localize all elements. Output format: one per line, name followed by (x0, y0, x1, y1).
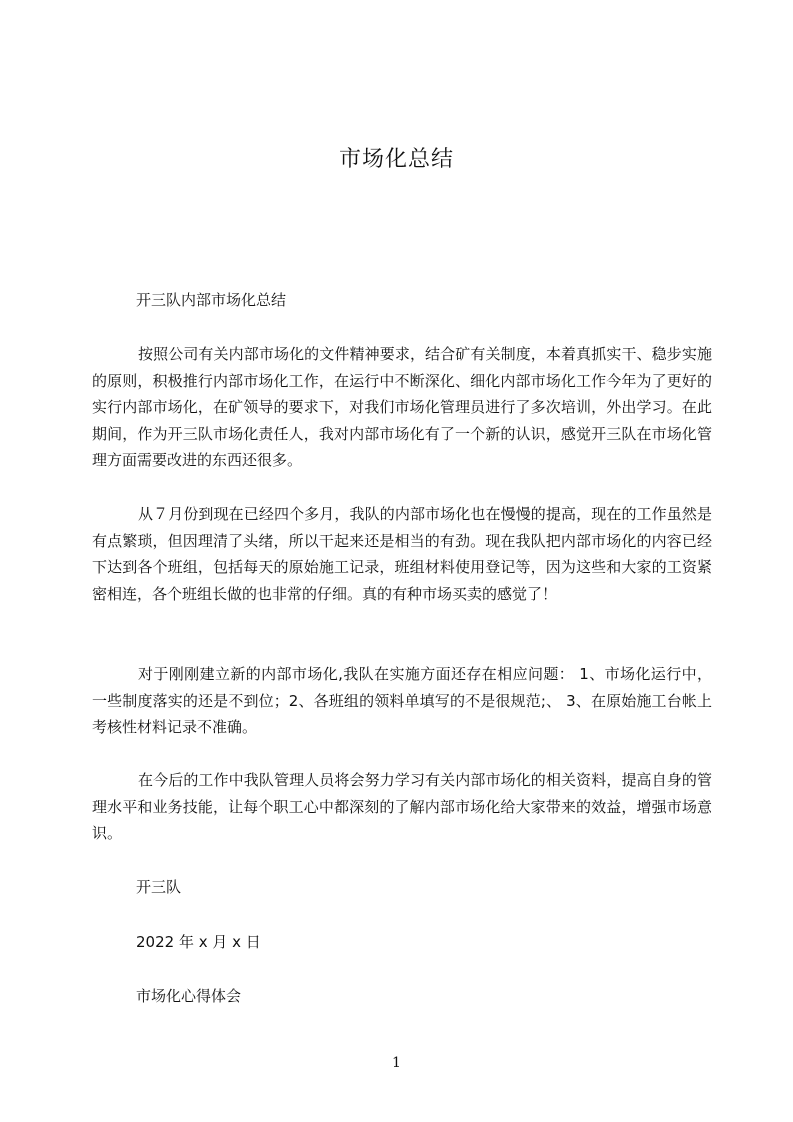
signature: 开三队 (136, 878, 182, 896)
document-subtitle: 开三队内部市场化总结 (136, 291, 287, 309)
paragraph-1: 按照公司有关内部市场化的文件精神要求，结合矿有关制度，本着真抓实干、稳步实施的原则，积极推行内部市场化工作，在运行中不断深化、细化内部市场化工作今年为了更好的实行内部市场化，在矿领导的要求下，对我们市场化管理员进行了多次培训，外出学习。在此期间，作为开三队市场化责任人，我对内部市场化有了一个新的认识，感觉开三队在市场化管理方面需要改进的东西还很多。 (92, 345, 712, 469)
document-title: 市场化总结 (338, 147, 454, 172)
next-heading: 市场化心得体会 (136, 987, 242, 1005)
date: 2022 年 x 月 x 日 (136, 933, 261, 951)
paragraph-2: 从７月份到现在已经四个多月，我队的内部市场化也在慢慢的提高，现在的工作虽然是有点繁琐，但因理清了头绪，所以干起来还是相当的有劲。现在我队把内部市场化的内容已经下达到各个班组，包括每天的原始施工记录，班组材料使用登记等，因为这些和大家的工资紧密相连，各个班组长做的也非常的仔细。真的有种市场买卖的感觉了！ (92, 505, 712, 603)
paragraph-3: 对于刚刚建立新的内部市场化,我队在实施方面还存在相应问题： 1、市场化运行中，一些制度落实的还是不到位；2、各班组的领料单填写的不是很规范;、 3、在原始施工台帐上考核性材料记录不准确。 (92, 665, 712, 736)
page-number: 1 (392, 1055, 401, 1071)
paragraph-4: 在今后的工作中我队管理人员将会努力学习有关内部市场化的相关资料，提高自身的管理水平和业务技能，让每个职工心中都深刻的了解内部市场化给大家带来的效益，增强市场意识。 (92, 771, 712, 842)
